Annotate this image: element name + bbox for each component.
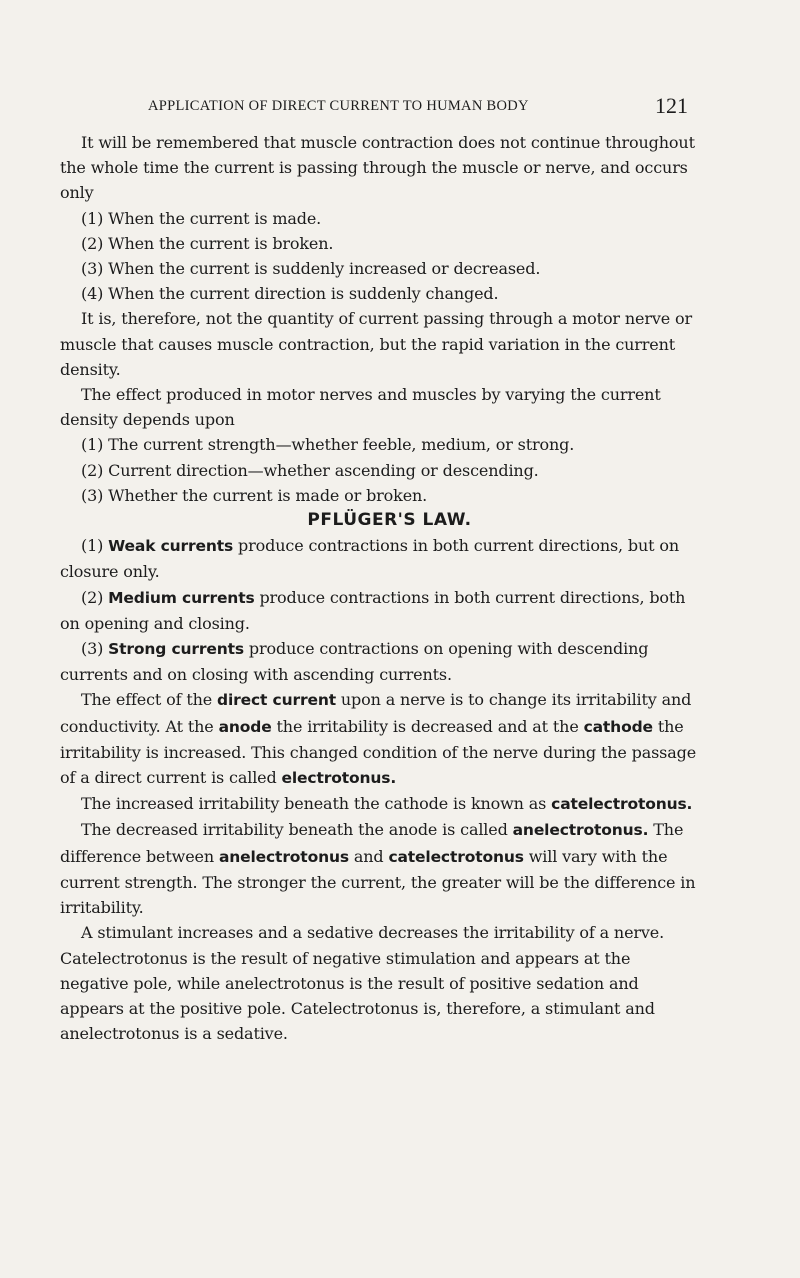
text-run: the irritability is decreased and at the — [271, 716, 584, 736]
body-text — [60, 130, 698, 1046]
paragraph: It is, therefore, not the quantity of current passing through a motor nerve or muscle that causes muscle contraction, but the rapid variation in the current density. — [60, 309, 692, 379]
text-run: The decreased irritability beneath the anode is called — [81, 820, 513, 840]
law-item — [60, 636, 698, 687]
bold-term: catelectrotonus. — [551, 795, 693, 814]
law-item — [60, 585, 698, 636]
section-heading: PFLÜGER'S LAW. — [307, 510, 472, 531]
law-item — [60, 533, 698, 584]
law-number: (2) — [81, 587, 109, 607]
paragraph — [60, 817, 698, 920]
law-number: (3) — [81, 639, 109, 659]
law-text: produce contractions on opening with descending currents and on closing with ascending currents. — [60, 639, 649, 685]
running-title: APPLICATION OF DIRECT CURRENT TO HUMAN BODY — [148, 98, 529, 114]
bold-term: direct current — [217, 691, 336, 710]
list-item: (2) When the current is broken. — [81, 233, 334, 253]
law-text: produce contractions in both current directions, but on closure only. — [60, 536, 680, 582]
list-item: (2) Current direction—whether ascending or descending. — [81, 460, 539, 480]
bold-term: cathode — [583, 717, 653, 736]
bold-term: catelectrotonus — [388, 847, 524, 866]
text-run: The effect of the — [81, 690, 218, 710]
law-term: Weak currents — [108, 537, 234, 556]
law-number: (1) — [81, 536, 109, 556]
page-number: 121 — [655, 93, 688, 118]
text-run: upon a nerve is to change its irritability and conductivity. At the — [60, 690, 692, 736]
list-item: (4) When the current direction is suddenly changed. — [81, 284, 499, 304]
bold-term: anode — [218, 717, 272, 736]
paragraph: It will be remembered that muscle contraction does not continue throughout the whole time the current is passing through the muscle or nerve, and occurs only — [60, 133, 695, 203]
paragraph — [60, 687, 698, 791]
list-item: (3) Whether the current is made or broken. — [81, 485, 428, 505]
page-header — [148, 93, 688, 121]
list-item: (3) When the current is suddenly increased or decreased. — [81, 259, 541, 279]
list-item: (1) The current strength—whether feeble, medium, or strong. — [81, 435, 575, 455]
paragraph: The effect produced in motor nerves and muscles by varying the current density depends upon — [60, 385, 661, 430]
bold-term: anelectrotonus — [218, 847, 349, 866]
list-item: (1) When the current is made. — [81, 208, 322, 228]
bold-term: electrotonus. — [281, 769, 397, 788]
text-run: and — [348, 846, 389, 866]
law-text: produce contractions in both current directions, both on opening and closing. — [60, 587, 686, 633]
paragraph — [60, 791, 698, 817]
text-run: the irritability is increased. This changed condition of the nerve during the passage of a direct current is called — [60, 716, 697, 788]
text-run: The increased irritability beneath the cathode is known as — [81, 794, 552, 814]
text-run: The difference between — [60, 820, 684, 866]
law-term: Medium currents — [108, 588, 255, 607]
paragraph: A stimulant increases and a sedative decreases the irritability of a nerve. Catelectrotonus is the result of negative stimulation and appears at the negative pole, while anelectrotonus is the result of positive sedation and appears at the positive pole. Catelectrotonus is, therefore, a stimulant and anelectrotonus is a sedative. — [60, 923, 665, 1044]
bold-term: anelectrotonus. — [512, 821, 649, 840]
law-term: Strong currents — [108, 640, 244, 659]
text-run: will vary with the current strength. The stronger the current, the greater will be the difference in irritability. — [60, 846, 696, 918]
